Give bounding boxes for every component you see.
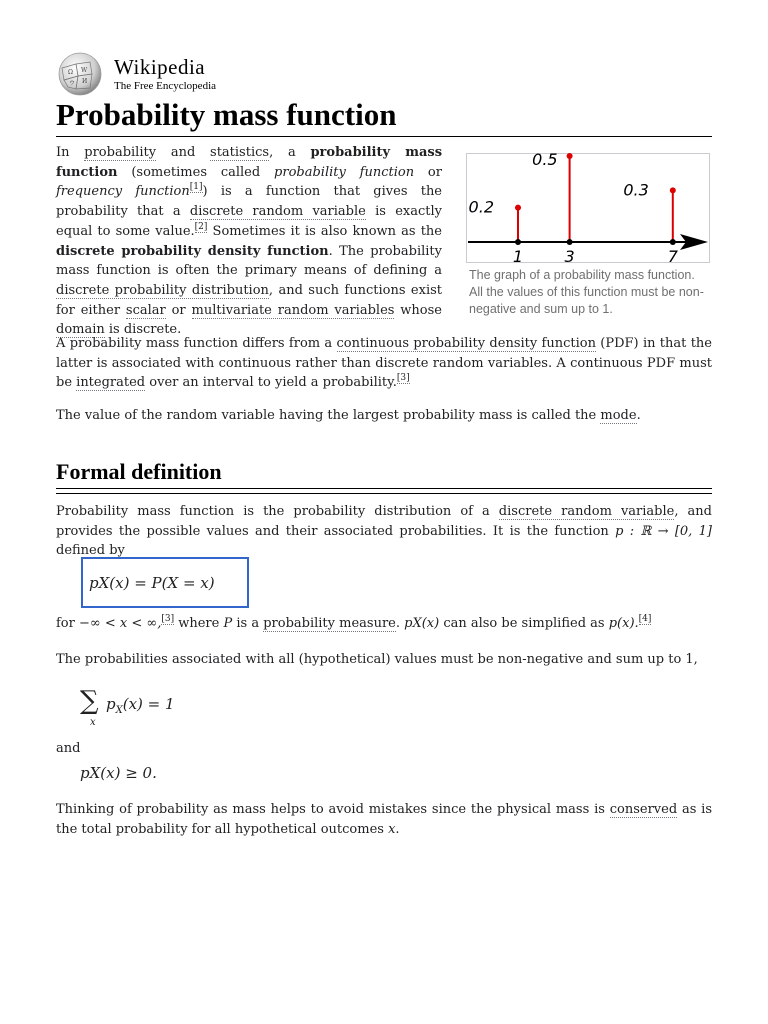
text: . The probability mass function is often the primary means of defining a — [56, 243, 442, 279]
ref-4[interactable]: [4] — [638, 614, 652, 624]
text: or — [165, 302, 192, 318]
term-pmf: probability mass function — [56, 145, 443, 180]
sum-condition-paragraph: The probabilities associated with all (hypothetical) values must be non-negative and sum up to 1, — [56, 652, 698, 667]
pmf-value-label: 0.3 — [623, 180, 649, 200]
pmf-point — [670, 187, 676, 193]
text: Thinking of probability as mass helps to avoid mistakes since the physical mass is — [56, 802, 610, 817]
text: . — [395, 616, 405, 631]
ref-3[interactable]: [3] — [396, 373, 410, 384]
text: for — [56, 616, 79, 631]
ref-1[interactable]: [1] — [189, 182, 203, 193]
ref-3b[interactable]: [3] — [161, 614, 175, 624]
wikipedia-wordmark: Wikipedia — [114, 55, 206, 79]
link-mode[interactable]: mode — [600, 408, 637, 423]
text: In — [56, 145, 85, 160]
math-x: x — [388, 821, 396, 837]
ref-2[interactable]: [2] — [194, 221, 208, 232]
definition-equation: pX(x) = P(X = x) — [89, 573, 215, 592]
text: where — [174, 616, 224, 631]
link-multivariate-random-variables[interactable]: multivariate random variables — [191, 302, 395, 318]
math-px: pX(x) — [404, 616, 440, 631]
link-scalar[interactable]: scalar — [125, 302, 166, 318]
text: can also be simplified as — [439, 616, 609, 631]
wikipedia-brand[interactable] — [114, 57, 216, 93]
figure-caption: The graph of a probability mass function. All the values of this function must be non-negative and sum up to 1. — [469, 268, 704, 316]
text: , a — [269, 145, 311, 160]
text: Probability mass function is the probability distribution of a — [56, 504, 499, 519]
axis-dot — [567, 239, 573, 245]
text: A probability mass function differs from a — [56, 336, 337, 351]
sigma-glyph: ∑ — [80, 686, 99, 716]
x-tick-label: 3 — [564, 247, 575, 263]
math-p-of-x: p(x). — [608, 616, 639, 631]
mass-analogy-paragraph — [56, 800, 712, 839]
and-text: and — [56, 741, 81, 756]
sum-subscript: x — [90, 717, 96, 728]
text: , and provides the possible values and their associated probabilities. It is the function — [56, 504, 712, 539]
pdf-comparison-paragraph — [56, 334, 712, 393]
link-conserved[interactable]: conserved — [609, 802, 678, 817]
pmf-figure — [466, 153, 710, 318]
pmf-point — [515, 205, 521, 211]
text: or — [414, 164, 442, 180]
math-function-signature: p : ℝ → [0, 1] — [615, 523, 712, 539]
link-discrete-random-variable-2[interactable]: discrete random variable — [498, 504, 675, 519]
domain-paragraph — [56, 614, 712, 634]
mode-paragraph — [56, 406, 712, 426]
sum-expression: $p_X(x) = 1$ — [106, 695, 175, 716]
link-probability[interactable]: probability — [84, 145, 157, 160]
pmf-point — [567, 153, 573, 159]
text: defined by — [56, 543, 125, 559]
link-continuous-pdf[interactable]: continuous probability density function — [336, 336, 596, 351]
term-probability-function: probability function — [274, 164, 415, 180]
pmf-chart[interactable] — [466, 153, 710, 263]
text: . — [395, 821, 400, 837]
link-discrete-random-variable[interactable]: discrete random variable — [189, 204, 366, 220]
text: ) is a function that gives the probability that a — [56, 184, 443, 220]
heading-rule-bottom — [56, 493, 712, 494]
link-probability-measure[interactable]: probability measure — [263, 616, 396, 631]
intro-paragraph — [56, 143, 442, 340]
puzzle-globe-icon[interactable] — [56, 52, 104, 96]
x-tick-label: 7 — [667, 247, 678, 263]
pmf-value-label: 0.2 — [468, 197, 494, 217]
x-tick-label: 1 — [512, 247, 524, 263]
section-heading-formal-definition: Formal definition — [56, 459, 222, 484]
wikipedia-tagline: The Free Encyclopedia — [114, 80, 217, 92]
text: whose — [394, 302, 442, 318]
definition-equation-box — [81, 557, 249, 608]
svg-text:W: W — [81, 67, 88, 74]
text: (sometimes called — [117, 164, 275, 180]
text: is discrete. — [104, 322, 182, 338]
text: is exactly equal to some value. — [56, 204, 442, 239]
math-P: P — [223, 616, 233, 631]
svg-text:Ω: Ω — [68, 69, 73, 76]
link-statistics[interactable]: statistics — [210, 145, 270, 160]
text: and — [156, 145, 211, 160]
axis-dot — [515, 239, 521, 245]
term-discrete-pdf: discrete probability density function — [56, 243, 329, 259]
text: Sometimes it is also known as the — [207, 223, 442, 239]
svg-text:И: И — [82, 78, 88, 85]
link-integrated[interactable]: integrated — [76, 375, 146, 391]
axis-dot — [670, 239, 676, 245]
math-range: −∞ < x < ∞, — [79, 616, 162, 631]
page-title: Probability mass function — [56, 96, 712, 137]
svg-text:ウ: ウ — [69, 80, 76, 87]
pmf-value-label: 0.5 — [532, 153, 558, 169]
text: is a — [232, 616, 264, 631]
formal-definition-paragraph — [56, 502, 712, 561]
link-discrete-probability-distribution[interactable]: discrete probability distribution — [56, 282, 269, 298]
text: over an interval to yield a probability. — [145, 375, 397, 391]
text: The value of the random variable having the largest probability mass is called the — [56, 408, 601, 423]
text: (PDF) in that the latter is associated with continuous rather than discrete random variables. A continuous PDF must be — [56, 336, 712, 391]
text: . — [636, 408, 641, 423]
nonnegativity-equation: pX(x) ≥ 0. — [80, 764, 157, 782]
term-frequency-function: frequency function — [56, 184, 190, 200]
text: as is the total probability for all hypothetical outcomes — [56, 802, 713, 837]
link-domain[interactable]: domain — [56, 322, 105, 338]
heading-rule-top — [56, 488, 712, 489]
text: , and such functions exist for either — [56, 282, 442, 318]
